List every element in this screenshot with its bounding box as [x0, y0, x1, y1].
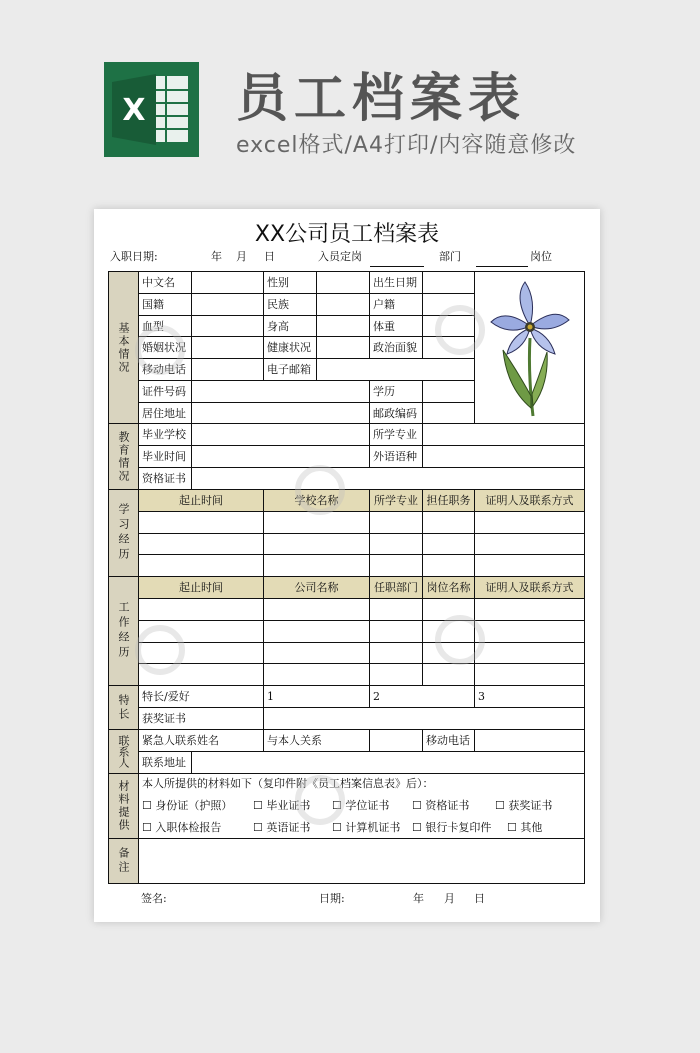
mobile-label: 移动电话 [139, 359, 192, 381]
study-row-cell[interactable] [475, 534, 584, 555]
work-header-company: 公司名称 [264, 577, 370, 599]
work-row-cell[interactable] [423, 643, 475, 664]
education-level-label: 学历 [370, 381, 423, 403]
height-label: 身高 [264, 316, 317, 337]
work-row-cell[interactable] [139, 599, 264, 621]
section-contact: 联系人 [117, 735, 130, 768]
health-field[interactable] [317, 337, 370, 359]
birth-date-label: 出生日期 [370, 272, 423, 294]
section-education: 教育情况 [117, 430, 130, 483]
grad-time-field[interactable] [192, 446, 370, 468]
work-row-cell[interactable] [264, 621, 370, 643]
section-work: 工作经历 [117, 601, 130, 661]
study-header-reference: 证明人及联系方式 [475, 490, 584, 512]
work-row-cell[interactable] [370, 621, 423, 643]
post-label: 岗位 [530, 250, 552, 263]
work-row-cell[interactable] [423, 621, 475, 643]
mobile-field[interactable] [192, 359, 264, 381]
work-header-post: 岗位名称 [423, 577, 475, 599]
work-header-department: 任职部门 [370, 577, 423, 599]
checkbox-other[interactable]: ☐ 其他 [507, 821, 543, 834]
study-row-cell[interactable] [139, 512, 264, 534]
position-label: 入员定岗 [318, 250, 362, 263]
awards-label: 获奖证书 [139, 708, 264, 730]
study-row-cell[interactable] [423, 512, 475, 534]
contact-mobile-field[interactable] [475, 730, 584, 752]
section-materials: 材料提供 [117, 780, 130, 832]
section-study: 学习经历 [117, 503, 130, 563]
language-field[interactable] [423, 446, 584, 468]
chinese-name-field[interactable] [192, 272, 264, 294]
nationality-field[interactable] [192, 294, 264, 316]
school-label: 毕业学校 [139, 424, 192, 446]
household-field[interactable] [423, 294, 475, 316]
study-row-cell[interactable] [475, 512, 584, 534]
certificate-field[interactable] [192, 468, 584, 490]
contact-address-label: 联系地址 [139, 752, 192, 774]
hobby-field-3[interactable]: 3 [475, 686, 584, 708]
ethnicity-label: 民族 [264, 294, 317, 316]
checkbox-diploma[interactable]: ☐ 毕业证书 [253, 799, 311, 812]
work-row-cell[interactable] [423, 599, 475, 621]
blood-type-field[interactable] [192, 316, 264, 337]
work-row-cell[interactable] [139, 664, 264, 686]
page-subtitle: excel格式/A4打印/内容随意修改 [236, 133, 577, 158]
work-row-cell[interactable] [370, 664, 423, 686]
form-table [108, 271, 585, 884]
major-field[interactable] [423, 424, 584, 446]
study-row-cell[interactable] [475, 555, 584, 577]
education-level-field[interactable] [423, 381, 475, 403]
email-field[interactable] [317, 359, 475, 381]
study-header-school: 学校名称 [264, 490, 370, 512]
height-field[interactable] [317, 316, 370, 337]
work-row-cell[interactable] [264, 664, 370, 686]
checkbox-degree[interactable]: ☐ 学位证书 [332, 799, 390, 812]
emergency-name-label: 紧急人联系姓名 [139, 730, 264, 752]
materials-intro: 本人所提供的材料如下（复印件附《员工档案信息表》后）： [142, 777, 434, 790]
major-label: 所学专业 [370, 424, 423, 446]
checkbox-bank-card[interactable]: ☐ 银行卡复印件 [412, 821, 492, 834]
photo-cell[interactable] [475, 272, 584, 424]
footer-year-label: 年 [413, 892, 424, 905]
checkbox-medical[interactable]: ☐ 入职体检报告 [142, 821, 222, 834]
footer-day-label: 日 [474, 892, 485, 905]
grad-time-label: 毕业时间 [139, 446, 192, 468]
political-label: 政治面貌 [370, 337, 423, 359]
section-remarks: 备注 [117, 847, 130, 875]
excel-icon [104, 62, 199, 157]
work-row-cell[interactable] [370, 643, 423, 664]
work-row-cell[interactable] [475, 621, 584, 643]
checkbox-award[interactable]: ☐ 获奖证书 [495, 799, 553, 812]
checkbox-id-card[interactable]: ☐ 身份证（护照） [142, 799, 233, 812]
weight-field[interactable] [423, 316, 475, 337]
awards-field[interactable] [264, 708, 584, 730]
checkbox-qualification[interactable]: ☐ 资格证书 [412, 799, 470, 812]
marital-label: 婚姻状况 [139, 337, 192, 359]
contact-address-field[interactable] [192, 752, 584, 774]
department-line[interactable] [476, 266, 528, 267]
work-row-cell[interactable] [370, 599, 423, 621]
form-title: XX公司员工档案表 [254, 222, 440, 247]
blood-type-label: 血型 [139, 316, 192, 337]
study-row-cell[interactable] [423, 534, 475, 555]
work-row-cell[interactable] [423, 664, 475, 686]
sign-label: 签名: [141, 892, 167, 905]
study-row-cell[interactable] [264, 555, 370, 577]
form-paper [94, 209, 600, 922]
relation-field[interactable] [370, 730, 423, 752]
language-label: 外语语种 [370, 446, 423, 468]
work-row-cell[interactable] [139, 643, 264, 664]
certificate-label: 资格证书 [139, 468, 192, 490]
study-header-major: 所学专业 [370, 490, 423, 512]
study-row-cell[interactable] [370, 512, 423, 534]
study-row-cell[interactable] [370, 555, 423, 577]
work-row-cell[interactable] [264, 643, 370, 664]
postcode-field[interactable] [423, 403, 475, 424]
chinese-name-label: 中文名 [139, 272, 192, 294]
work-header-time: 起止时间 [139, 577, 264, 599]
section-basic: 基本情况 [117, 321, 130, 374]
month-label: 月 [236, 250, 247, 263]
entry-date-label: 入职日期: [110, 250, 158, 263]
study-header-time: 起止时间 [139, 490, 264, 512]
study-row-cell[interactable] [423, 555, 475, 577]
study-row-cell[interactable] [370, 534, 423, 555]
household-label: 户籍 [370, 294, 423, 316]
department-label: 部门 [439, 250, 461, 263]
id-number-label: 证件号码 [139, 381, 192, 403]
email-label: 电子邮箱 [264, 359, 317, 381]
iris-flower-illustration [485, 278, 575, 418]
marital-field[interactable] [192, 337, 264, 359]
study-header-role: 担任职务 [423, 490, 475, 512]
work-row-cell[interactable] [139, 621, 264, 643]
nationality-label: 国籍 [139, 294, 192, 316]
gender-field[interactable] [317, 272, 370, 294]
relation-label: 与本人关系 [264, 730, 370, 752]
political-field[interactable] [423, 337, 475, 359]
footer-month-label: 月 [444, 892, 455, 905]
address-label: 居住地址 [139, 403, 192, 424]
work-row-cell[interactable] [475, 664, 584, 686]
study-row-cell[interactable] [264, 534, 370, 555]
footer-date-label: 日期: [319, 892, 345, 905]
page-title: 员工档案表 [236, 69, 527, 129]
year-label: 年 [211, 250, 222, 263]
study-row-cell[interactable] [139, 555, 264, 577]
work-header-reference: 证明人及联系方式 [475, 577, 584, 599]
study-row-cell[interactable] [264, 512, 370, 534]
excel-icon-letter: X [122, 93, 146, 128]
day-label: 日 [264, 250, 275, 263]
postcode-label: 邮政编码 [370, 403, 423, 424]
hobby-field-1[interactable]: 1 [264, 686, 370, 708]
hobby-field-2[interactable]: 2 [370, 686, 475, 708]
checkbox-computer[interactable]: ☐ 计算机证书 [332, 821, 401, 834]
study-row-cell[interactable] [139, 534, 264, 555]
materials-cell [139, 774, 584, 839]
remarks-field[interactable] [139, 839, 584, 883]
work-row-cell[interactable] [475, 599, 584, 621]
birth-date-field[interactable] [423, 272, 475, 294]
position-line[interactable] [370, 266, 424, 267]
id-number-field[interactable] [192, 381, 370, 403]
contact-mobile-label: 移动电话 [423, 730, 475, 752]
hobby-label: 特长/爱好 [139, 686, 264, 708]
address-field[interactable] [192, 403, 370, 424]
section-talent: 特长 [117, 693, 130, 722]
ethnicity-field[interactable] [317, 294, 370, 316]
health-label: 健康状况 [264, 337, 317, 359]
weight-label: 体重 [370, 316, 423, 337]
school-field[interactable] [192, 424, 370, 446]
checkbox-english[interactable]: ☐ 英语证书 [253, 821, 311, 834]
work-row-cell[interactable] [475, 643, 584, 664]
work-row-cell[interactable] [264, 599, 370, 621]
gender-label: 性别 [264, 272, 317, 294]
